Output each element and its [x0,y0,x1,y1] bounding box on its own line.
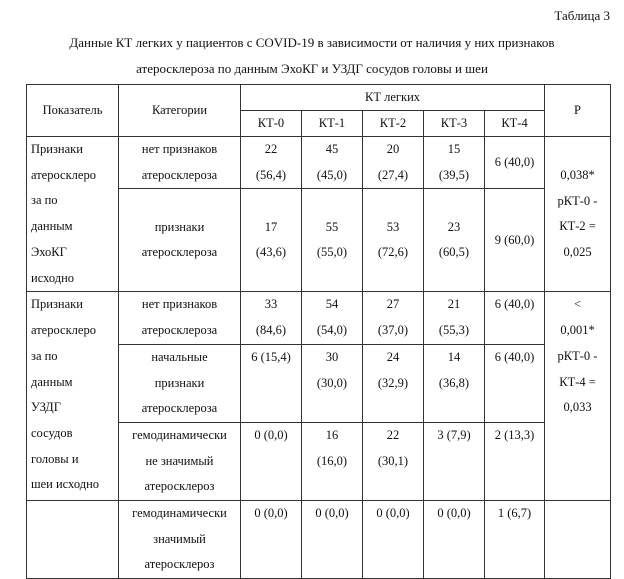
echo-no-signs-ct0: 22 (56,4) [241,137,302,189]
ct-atherosclerosis-table [26,84,611,579]
uzdg-row-no-signs [27,292,611,344]
echo-category-signs: признаки атеросклероза [119,189,241,292]
header-ct4: КТ-4 [485,111,545,137]
uzdg-nonsignificant-ct0: 0 (0,0) [241,422,302,500]
echo-signs-ct0: 17 (43,6) [241,189,302,292]
echo-category-no-signs: нет признаков атеросклероза [119,137,241,189]
uzdg-nonsignificant-ct3: 3 (7,9) [424,422,485,500]
uzdg-p-value-cell: < 0,001* pКТ-0 - КТ-4 = 0,033 [545,292,611,501]
table-number: Таблица 3 [554,8,610,23]
echo-signs-ct1: 55 (55,0) [302,189,363,292]
header-ct1: КТ-1 [302,111,363,137]
uzdg-no-signs-ct2: 27 (37,0) [363,292,424,344]
uzdg-significant-ct1: 0 (0,0) [302,501,363,579]
echo-signs-ct4: 9 (60,0) [485,189,545,292]
header-ct-group: КТ легких [241,85,545,111]
uzdg-no-signs-ct0: 33 (84,6) [241,292,302,344]
echo-indicator-cell: Признаки атеросклеро за по данным ЭхоКГ исходно [27,137,119,292]
echo-no-signs-ct2: 20 (27,4) [363,137,424,189]
uzdg-no-signs-ct1: 54 (54,0) [302,292,363,344]
uzdg-no-signs-ct3: 21 (55,3) [424,292,485,344]
table-title-line-2: атеросклероза по данным ЭхоКГ и УЗДГ сосудов головы и шеи [136,61,488,76]
echo-no-signs-ct3: 15 (39,5) [424,137,485,189]
header-ct0: КТ-0 [241,111,302,137]
header-row-1 [27,85,611,111]
uzdg-initial-signs-ct1: 30 (30,0) [302,344,363,422]
uzdg-significant-ct2: 0 (0,0) [363,501,424,579]
uzdg-row-significant [27,501,611,579]
uzdg-no-signs-ct4: 6 (40,0) [485,292,545,344]
uzdg-category-initial-signs: начальные признаки атеросклероза [119,344,241,422]
header-indicator: Показатель [27,85,119,137]
uzdg-initial-signs-ct3: 14 (36,8) [424,344,485,422]
uzdg-significant-ct3: 0 (0,0) [424,501,485,579]
uzdg-significant-ct4: 1 (6,7) [485,501,545,579]
echo-signs-ct3: 23 (60,5) [424,189,485,292]
uzdg-nonsignificant-ct2: 22 (30,1) [363,422,424,500]
echo-no-signs-ct4: 6 (40,0) [485,137,545,189]
header-p: Р [545,85,611,137]
header-ct3: КТ-3 [424,111,485,137]
uzdg-indicator-cell: Признаки атеросклеро за по данным УЗДГ сосудов головы и шеи исходно [27,292,119,501]
uzdg-category-no-signs: нет признаков атеросклероза [119,292,241,344]
uzdg-p-empty [545,501,611,579]
echo-signs-ct2: 53 (72,6) [363,189,424,292]
echo-p-value-cell: 0,038* pКТ-0 - КТ-2 = 0,025 [545,137,611,292]
echo-no-signs-ct1: 45 (45,0) [302,137,363,189]
uzdg-initial-signs-ct0: 6 (15,4) [241,344,302,422]
uzdg-initial-signs-ct4: 6 (40,0) [485,344,545,422]
uzdg-initial-signs-ct2: 24 (32,9) [363,344,424,422]
table-title-line-1: Данные КТ легких у пациентов с COVID-19 в зависимости от наличия у них признаков [69,35,555,50]
uzdg-indicator-empty [27,501,119,579]
uzdg-significant-ct0: 0 (0,0) [241,501,302,579]
echo-row-no-signs [27,137,611,189]
uzdg-nonsignificant-ct4: 2 (13,3) [485,422,545,500]
header-ct2: КТ-2 [363,111,424,137]
header-categories: Категории [119,85,241,137]
uzdg-nonsignificant-ct1: 16 (16,0) [302,422,363,500]
uzdg-category-significant: гемодинамически значимый атеросклероз [119,501,241,579]
uzdg-category-nonsignificant: гемодинамически не значимый атеросклероз [119,422,241,500]
